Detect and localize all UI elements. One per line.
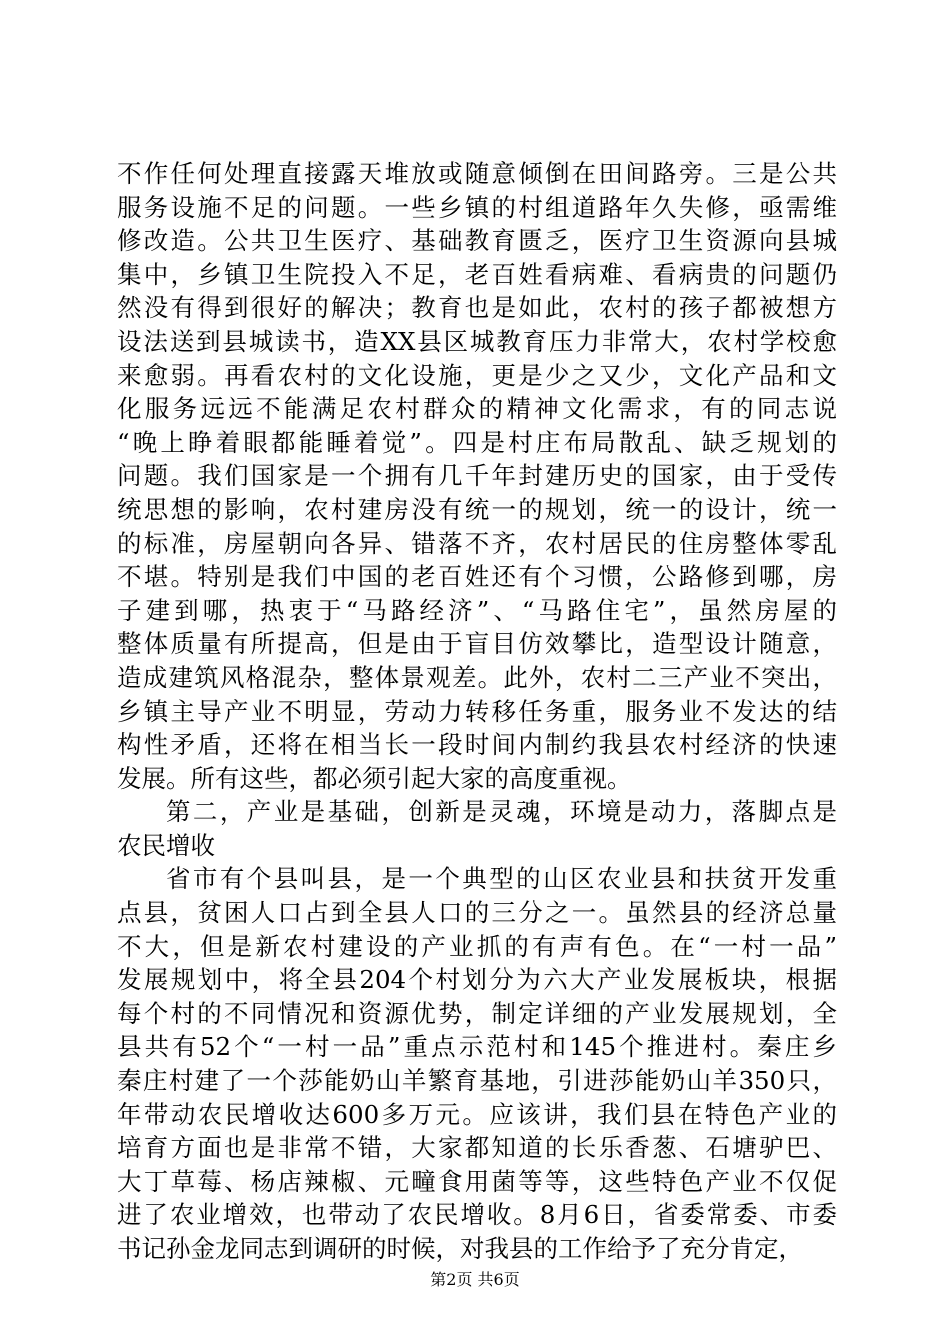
text-line: 发展。所有这些，都必须引起大家的高度重视。	[117, 763, 632, 793]
text-line: 子建到哪，热衷于“马路经济”、“马路住宅”，虽然房屋的	[117, 595, 837, 625]
page-footer	[0, 1270, 950, 1290]
text-line: 集中，乡镇卫生院投入不足，老百姓看病难、看病贵的问题仍	[117, 259, 837, 289]
text-line: 进了农业增效，也带动了农民增收。8月6日，省委常委、市委	[117, 1200, 837, 1230]
page-number-label: 第2页 共6页	[430, 1270, 520, 1289]
text-line: 来愈弱。再看农村的文化设施，更是少之又少，文化产品和文	[117, 360, 837, 390]
text-line: 不作任何处理直接露天堆放或随意倾倒在田间路旁。三是公共	[117, 159, 837, 188]
text-line: 不堪。特别是我们中国的老百姓还有个习惯，公路修到哪，房	[117, 562, 837, 592]
text-line: “晚上睁着眼都能睡着觉”。四是村庄布局散乱、缺乏规划的	[117, 427, 837, 457]
text-line: 设法送到县城读书，造XX县区城教育压力非常大，农村学校愈	[117, 326, 837, 356]
text-line: 每个村的不同情况和资源优势，制定详细的产业发展规划，全	[117, 998, 837, 1028]
paragraph	[117, 795, 837, 862]
text-line: 问题。我们国家是一个拥有几千年封建历史的国家，由于受传	[117, 461, 837, 491]
text-line: 整体质量有所提高，但是由于盲目仿效攀比，造型设计随意，	[117, 629, 837, 659]
text-line: 书记孙金龙同志到调研的时候，对我县的工作给予了充分肯定，	[117, 1234, 803, 1263]
text-line: 发展规划中，将全县204个村划分为六大产业发展板块，根据	[117, 965, 837, 995]
text-line: 服务设施不足的问题。一些乡镇的村组道路年久失修，亟需维	[117, 192, 837, 222]
text-line: 不大，但是新农村建设的产业抓的有声有色。在“一村一品”	[117, 931, 837, 961]
text-line: 农民增收	[117, 830, 215, 860]
text-line: 第二，产业是基础，创新是灵魂，环境是动力，落脚点是	[166, 797, 837, 827]
text-line: 统思想的影响，农村建房没有统一的规划，统一的设计，统一	[117, 494, 837, 524]
text-line: 大丁草莓、杨店辣椒、元疃食用菌等等，这些特色产业不仅促	[117, 1166, 837, 1196]
text-line: 造成建筑风格混杂，整体景观差。此外，农村二三产业不突出，	[117, 662, 837, 692]
text-line: 然没有得到很好的解决；教育也是如此，农村的孩子都被想方	[117, 293, 837, 323]
text-line: 修改造。公共卫生医疗、基础教育匮乏，医疗卫生资源向县城	[117, 226, 837, 256]
text-line: 县共有52个“一村一品”重点示范村和145个推进村。秦庄乡	[117, 1032, 837, 1062]
text-line: 的标准，房屋朝向各异、错落不齐，农村居民的住房整体零乱	[117, 528, 837, 558]
paragraph	[117, 862, 837, 1265]
text-line: 省市有个县叫县，是一个典型的山区农业县和扶贫开发重	[166, 864, 837, 894]
text-line: 构性矛盾，还将在相当长一段时间内制约我县农村经济的快速	[117, 730, 837, 760]
text-line: 乡镇主导产业不明显，劳动力转移任务重，服务业不发达的结	[117, 696, 837, 726]
text-line: 化服务远远不能满足农村群众的精神文化需求，有的同志说	[117, 394, 837, 424]
paragraph	[117, 157, 837, 795]
text-line: 年带动农民增收达600多万元。应该讲，我们县在特色产业的	[117, 1099, 837, 1129]
text-line: 秦庄村建了一个莎能奶山羊繁育基地，引进莎能奶山羊350只，	[117, 1066, 837, 1096]
text-line: 培育方面也是非常不错，大家都知道的长乐香葱、石塘驴巴、	[117, 1133, 837, 1163]
text-line: 点县，贫困人口占到全县人口的三分之一。虽然县的经济总量	[117, 898, 837, 928]
document-body	[117, 157, 837, 1266]
